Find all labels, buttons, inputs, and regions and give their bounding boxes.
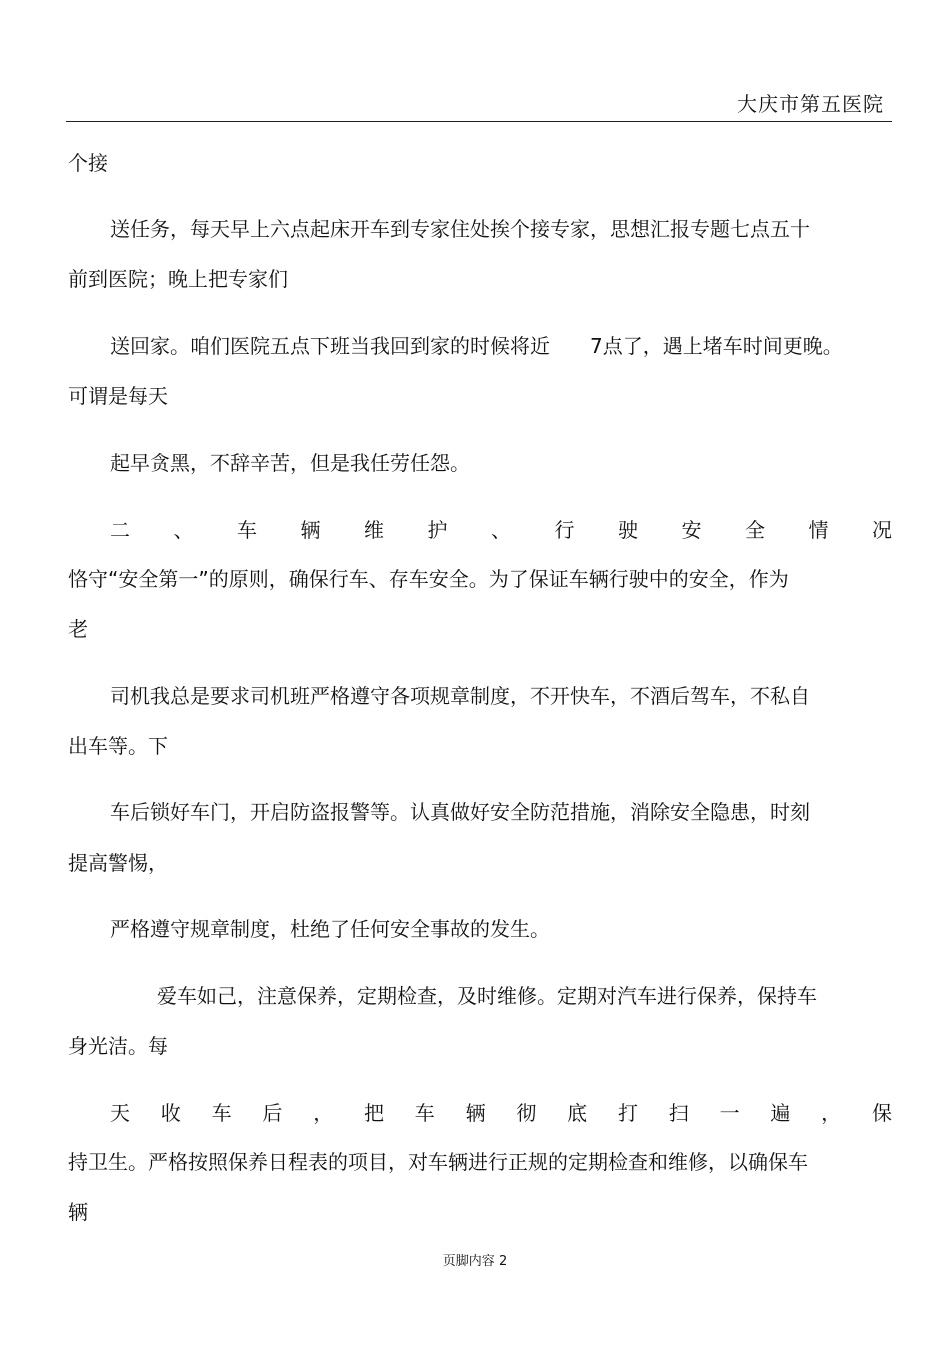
spread-char: 底: [567, 1101, 588, 1125]
section-heading: [110, 518, 892, 542]
heading-char: 、: [491, 518, 511, 542]
heading-char: 、: [173, 518, 194, 542]
text-line: 送回家。咱们医院五点下班当我回到家的时候将近 7点了，遇上堵车时间更晚。: [110, 334, 843, 358]
spread-char: ，: [313, 1101, 334, 1125]
spread-char: 把: [363, 1101, 384, 1125]
footer-label: 页脚内容: [442, 1254, 495, 1269]
text-line: 提高警惕，: [68, 851, 168, 875]
spread-char: 保: [871, 1101, 892, 1125]
spread-char: 车: [414, 1101, 435, 1125]
spread-char: 车: [211, 1101, 232, 1125]
heading-char: 全: [745, 518, 765, 542]
text-line: 爱车如己，注意保养，定期检查，及时维修。定期对汽车进行保养，保持车: [157, 984, 817, 1008]
spread-char: 彻: [516, 1101, 537, 1125]
heading-char: 二: [110, 518, 130, 542]
header-rule: [66, 121, 892, 122]
text-line: 个接: [68, 151, 108, 175]
heading-char: 况: [872, 518, 892, 542]
heading-char: 情: [808, 518, 829, 542]
spread-char: 扫: [668, 1101, 689, 1125]
text-line: 出车等。下: [68, 734, 168, 758]
spread-char: 一: [719, 1101, 740, 1125]
spread-char: 天: [110, 1101, 130, 1125]
page-footer: [0, 1250, 950, 1269]
text-line: 起早贪黑，不辞辛苦，但是我任劳任怨。: [110, 451, 470, 475]
spread-line: [110, 1101, 892, 1125]
spread-char: 遍: [770, 1101, 791, 1125]
spread-char: 辆: [465, 1101, 486, 1125]
heading-char: 车: [237, 518, 257, 542]
heading-char: 护: [427, 518, 448, 542]
text-line: 前到医院；晚上把专家们: [68, 267, 288, 291]
spread-char: 打: [617, 1101, 638, 1125]
footer-page-number: 2: [498, 1254, 508, 1269]
heading-char: 驶: [618, 518, 638, 542]
heading-char: 行: [554, 518, 575, 542]
heading-char: 辆: [300, 518, 321, 542]
text-line: 可谓是每天: [68, 384, 168, 408]
spread-char: 收: [160, 1101, 181, 1125]
heading-char: 安: [681, 518, 702, 542]
text-line: 司机我总是要求司机班严格遵守各项规章制度，不开快车，不酒后驾车，不私自: [110, 684, 810, 708]
text-line: 车后锁好车门，开启防盗报警等。认真做好安全防范措施，消除安全隐患，时刻: [110, 800, 810, 824]
text-line: 辆: [68, 1200, 88, 1224]
header-title: 大庆市第五医院: [737, 92, 884, 116]
heading-char: 维: [364, 518, 384, 542]
text-line: 恪守“安全第一”的原则，确保行车、存车安全。为了保证车辆行驶中的安全，作为: [68, 567, 789, 591]
text-line: 持卫生。严格按照保养日程表的项目，对车辆进行正规的定期检查和维修，以确保车: [68, 1150, 808, 1174]
text-line: 送任务，每天早上六点起床开车到专家住处挨个接专家，思想汇报专题七点五十: [110, 217, 810, 241]
text-line: 身光洁。每: [68, 1034, 168, 1058]
text-line: 老: [68, 617, 88, 641]
spread-char: 后: [262, 1101, 283, 1125]
spread-char: ，: [821, 1101, 842, 1125]
text-line: 严格遵守规章制度，杜绝了任何安全事故的发生。: [110, 917, 550, 941]
